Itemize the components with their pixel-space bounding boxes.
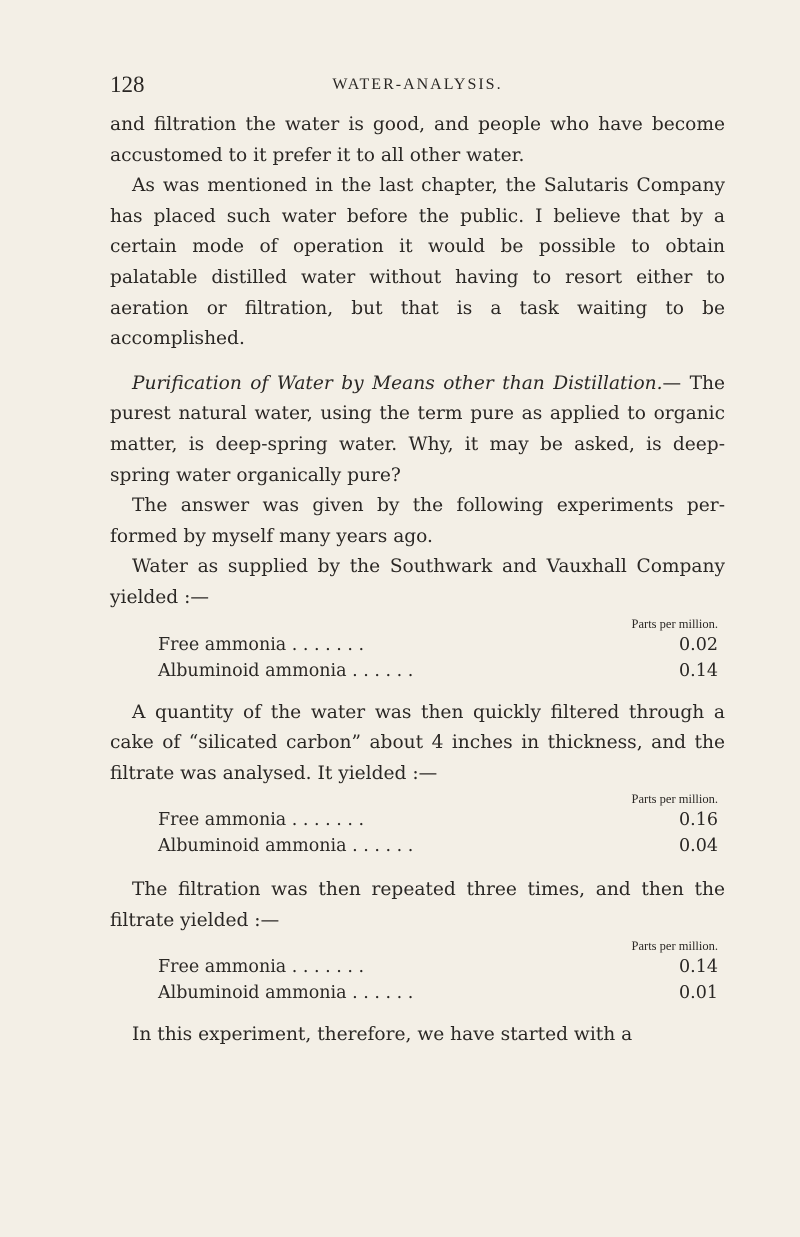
row-label: Free ammonia . . . . . . . bbox=[158, 634, 365, 655]
table-row bbox=[158, 658, 718, 684]
table-row bbox=[158, 980, 718, 1006]
paragraph-5: Water as supplied by the Southwark and Vauxhall Company yielded :— bbox=[110, 556, 725, 608]
row-value: 0.14 bbox=[679, 660, 718, 681]
table-row bbox=[158, 954, 718, 980]
row-value: 0.14 bbox=[679, 957, 718, 978]
results-table-2 bbox=[158, 791, 718, 859]
row-label: Albuminoid ammonia . . . . . . bbox=[158, 983, 414, 1004]
paragraph-2: As was mentioned in the last chapter, the Salutaris Company has placed such water before the public. I believe that by a certain mode of operation it would be possible to obtain palatable distilled water without having to resort either to aeration or filtration, but that is a task waiting to be accomplished. bbox=[110, 175, 725, 350]
body-text bbox=[110, 110, 725, 1051]
results-table-3 bbox=[158, 938, 718, 1006]
paragraph-7: The filtration was then repeated three times, and then the filtrate yielded :— bbox=[110, 879, 725, 931]
units-label: Parts per million. bbox=[631, 616, 718, 631]
table-row bbox=[158, 807, 718, 833]
row-label: Free ammonia . . . . . . . bbox=[158, 957, 365, 978]
paragraph-3-text: — The purest natural water, using the term pure as applied to organic matter, is deep-spring water. Why, it may be asked, is deep-spring water organically pure? bbox=[110, 372, 725, 486]
row-value: 0.01 bbox=[679, 983, 718, 1004]
table-row bbox=[158, 632, 718, 658]
section-heading: Purification of Water by Means other than Distillation. bbox=[132, 372, 663, 394]
units-label: Parts per million. bbox=[631, 792, 718, 807]
row-label: Free ammonia . . . . . . . bbox=[158, 810, 365, 831]
table-row bbox=[158, 833, 718, 859]
page-header bbox=[110, 72, 725, 102]
paragraph-1: and filtration the water is good, and people who have become accustomed to it prefer it to all other water. bbox=[110, 114, 725, 166]
paragraph-4: The answer was given by the following experiments performed by myself many years ago. bbox=[110, 495, 725, 547]
running-head: WATER-ANALYSIS. bbox=[332, 76, 503, 93]
results-table-1 bbox=[158, 616, 718, 684]
paragraph-3 bbox=[110, 369, 725, 491]
row-value: 0.02 bbox=[679, 634, 718, 655]
row-value: 0.16 bbox=[679, 810, 718, 831]
row-label: Albuminoid ammonia . . . . . . bbox=[158, 660, 414, 681]
paragraph-6: A quantity of the water was then quickly filtered through a cake of “silicated carbon” about 4 inches in thickness, and the filtrate was analysed. It yielded :— bbox=[110, 701, 725, 784]
row-label: Albuminoid ammonia . . . . . . bbox=[158, 836, 414, 857]
row-value: 0.04 bbox=[679, 836, 718, 857]
paragraph-8: In this experiment, therefore, we have started with a bbox=[132, 1024, 633, 1046]
page-number: 128 bbox=[110, 72, 145, 97]
units-label: Parts per million. bbox=[631, 939, 718, 954]
